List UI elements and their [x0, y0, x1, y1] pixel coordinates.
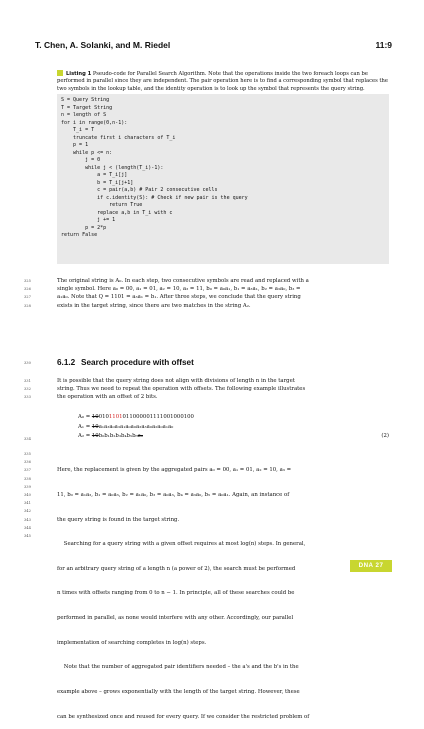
equation-block	[78, 413, 389, 442]
text-line: single symbol. Here a₀ = 00, a₁ = 01, a₂ = 10, a₃ = 11, b₀ = a₀a₁, b₁ = a₃a₁, b₂ = a₃a₀, b₃ =	[57, 286, 301, 293]
code-block: S = Query String T = Target String n = length of S for i in range(0,n-1): T_i = T truncate first i characters of T_i p = 1 while p <= n: j = 0 while j < (length(T_i)-1): a = T_i[j] b = T_i[j+1] c = pair(a,b) # Pair 2 consecutive cells if c.identity(S): # Check if new pair is the query return True replace a,b in T_i with c j += 1 p = 2*p return False	[61, 97, 248, 238]
listing-caption	[57, 70, 389, 93]
text-line: It is possible that the query string does not align with divisions of length n in the target	[57, 378, 295, 384]
text-line: exists in the target string, since there are two matches in the string A₂.	[57, 302, 251, 309]
text-line: The original string is A₀. In each step, two consecutive symbols are read and replaced with a	[57, 278, 309, 284]
line-number: 337	[24, 468, 31, 473]
text-line: n times with offsets ranging from 0 to n − 1. In principle, all of these searches could be	[57, 590, 295, 597]
line-number: 325	[24, 279, 31, 283]
section-title: Search procedure with offset	[81, 358, 194, 367]
eq-symbols: a₁a₃a₀a₃a₁a₀a₀a₃a₃a₀a₂a₀a₁a₀	[98, 423, 174, 430]
line-number: 343	[24, 517, 31, 522]
line-number: 344	[24, 525, 31, 530]
line-number: 328	[24, 303, 31, 308]
line-numbers-section	[24, 359, 40, 367]
line-numbers-para3	[24, 450, 40, 540]
equation-number: (2)	[381, 433, 389, 440]
eq-bits: 011000001111001000100	[122, 414, 194, 420]
struck-bits: 10	[91, 414, 99, 420]
text-line: 11, b₀ = a₁a₃, b₁ = a₀a₃, b₂ = a₁a₀, b₃ = a₀a₃, b₄ = a₃a₀, b₅ = a₀a₁. Again, an instance of	[57, 492, 290, 499]
line-numbers-eq	[24, 435, 40, 443]
footer-badge: DNA 27	[350, 560, 392, 572]
text-line: the query string is found in the target string.	[57, 516, 180, 523]
text-line: performed in parallel, as none would interfere with any other. Accordingly, our parallel	[57, 615, 294, 622]
line-number: 336	[24, 460, 31, 465]
text-line: Note that the number of aggregated pair identifiers needed – the a's and the b's in the	[57, 664, 299, 671]
line-number: 330	[24, 361, 31, 365]
highlight-bits: 1101	[108, 414, 123, 420]
line-number: 339	[24, 484, 31, 489]
struck-bits: 10	[91, 433, 99, 440]
equation-a1	[78, 423, 389, 433]
paragraph-3	[57, 450, 389, 729]
struck-symbol: a₀	[137, 433, 143, 440]
code-listing	[57, 94, 389, 264]
text-line: implementation of searching completes in log(n) steps.	[57, 639, 207, 646]
struck-bits: 10	[91, 423, 99, 430]
eq-symbols: b₀b₁b₂b₃b₄b₅b₆	[98, 433, 138, 440]
listing-marker-icon	[57, 70, 63, 76]
line-numbers-para1	[24, 277, 40, 310]
text-line: the operation with an offset of 2 bits.	[57, 394, 158, 401]
line-number: 340	[24, 492, 31, 497]
text-line: Here, the replacement is given by the aggregated pairs a₀ = 00, a₁ = 01, a₂ = 10, a₃ =	[57, 467, 292, 474]
line-number: 335	[24, 452, 31, 456]
eq-label: A₀ =	[78, 414, 92, 420]
line-number: 333	[24, 395, 31, 400]
eq-label: A₁ =	[78, 423, 92, 430]
paragraph-1	[57, 277, 389, 310]
running-header	[35, 40, 392, 54]
line-number: 334	[24, 437, 31, 441]
line-number: 338	[24, 476, 31, 481]
listing-caption-text: Pseudo-code for Parallel Search Algorithm. Note that the operations inside the two foreach loops can be performed in parallel since they are independent. The pair operation here is to find a corresponding symbol that replaces the two symbols in the lookup table, and the identity operation is to look up the symbol that represents the query string.	[57, 71, 388, 92]
text-line: example above – grows exponentially with the length of the target string. However, these	[57, 688, 300, 695]
text-line: Searching for a query string with a given offset requires at most log(n) steps. In general,	[57, 541, 306, 548]
line-number: 327	[24, 295, 31, 300]
line-number: 331	[24, 379, 31, 383]
line-number: 341	[24, 501, 31, 506]
text-line: for an arbitrary query string of a length n (a power of 2), the search must be performed	[57, 565, 296, 572]
section-number: 6.1.2	[57, 358, 76, 367]
equation-a0	[78, 413, 389, 423]
text-line: string. Thus we need to repeat the operation with offsets. The following example illustrates	[57, 386, 306, 393]
text-line: can be synthesized once and reused for every query. If we consider the restricted problem of	[57, 713, 310, 720]
text-line: a₁a₀. Note that Q = 1101 = a₃a₁ = b₁. After three steps, we conclude that the query string	[57, 294, 301, 301]
line-numbers-para2	[24, 377, 40, 402]
section-heading	[57, 358, 194, 367]
listing-label: Listing 1	[66, 71, 92, 77]
paragraph-2	[57, 377, 389, 402]
line-number: 326	[24, 287, 31, 292]
eq-label: A₂ =	[78, 433, 92, 440]
line-number: 332	[24, 387, 31, 392]
line-number: 345	[24, 533, 31, 538]
page-number: 11:9	[375, 40, 392, 50]
header-authors: T. Chen, A. Solanki, and M. Riedel	[35, 40, 171, 50]
eq-bits: 010	[98, 414, 109, 420]
line-number: 342	[24, 509, 31, 514]
equation-a2	[78, 432, 389, 442]
